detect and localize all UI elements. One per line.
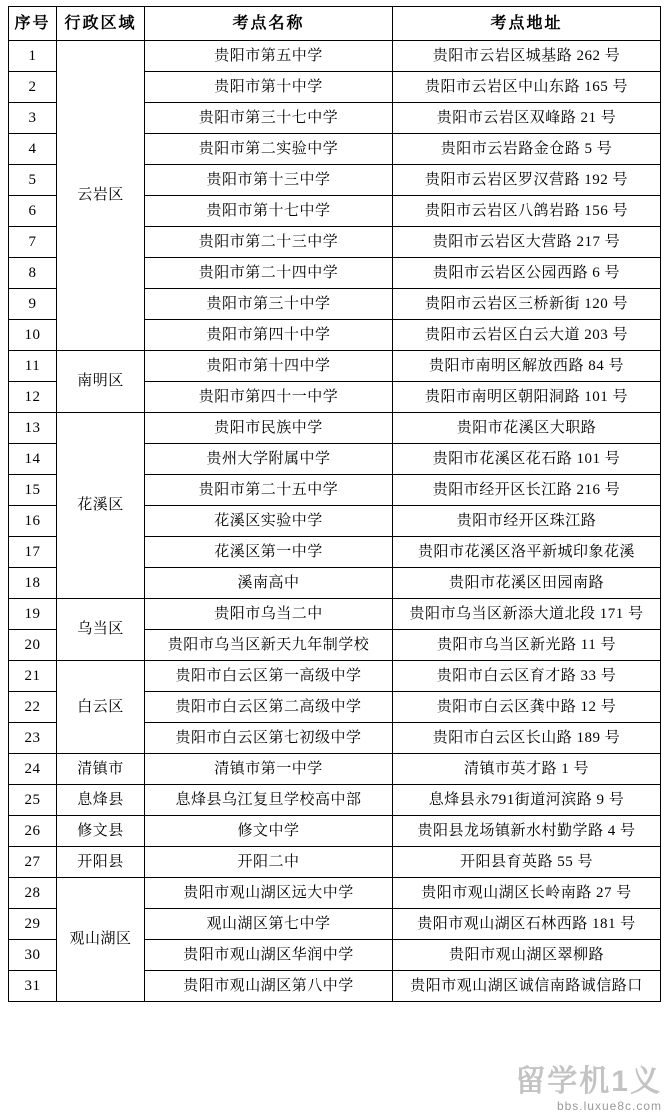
cell-site-name: 溪南高中 bbox=[145, 568, 393, 599]
cell-site-name: 贵阳市观山湖区远大中学 bbox=[145, 878, 393, 909]
table-row bbox=[9, 599, 661, 630]
cell-no: 7 bbox=[9, 227, 57, 258]
cell-no: 22 bbox=[9, 692, 57, 723]
cell-site-address: 贵阳市观山湖区石林西路 181 号 bbox=[393, 909, 661, 940]
cell-no: 12 bbox=[9, 382, 57, 413]
cell-no: 29 bbox=[9, 909, 57, 940]
cell-district: 花溪区 bbox=[57, 413, 145, 599]
cell-site-address: 贵阳市经开区长江路 216 号 bbox=[393, 475, 661, 506]
cell-no: 5 bbox=[9, 165, 57, 196]
cell-no: 30 bbox=[9, 940, 57, 971]
cell-no: 24 bbox=[9, 754, 57, 785]
cell-no: 11 bbox=[9, 351, 57, 382]
table-row bbox=[9, 816, 661, 847]
cell-site-name: 贵阳市乌当二中 bbox=[145, 599, 393, 630]
cell-site-address: 贵阳市云岩区大营路 217 号 bbox=[393, 227, 661, 258]
cell-site-address: 贵阳市花溪区田园南路 bbox=[393, 568, 661, 599]
cell-site-name: 贵阳市白云区第七初级中学 bbox=[145, 723, 393, 754]
cell-site-name: 贵阳市白云区第一高级中学 bbox=[145, 661, 393, 692]
table-row bbox=[9, 754, 661, 785]
column-header-address: 考点地址 bbox=[393, 7, 661, 41]
cell-site-name: 息烽县乌江复旦学校高中部 bbox=[145, 785, 393, 816]
cell-site-address: 贵阳市花溪区大职路 bbox=[393, 413, 661, 444]
cell-no: 6 bbox=[9, 196, 57, 227]
cell-site-address: 贵阳市云岩区三桥新街 120 号 bbox=[393, 289, 661, 320]
cell-site-name: 花溪区第一中学 bbox=[145, 537, 393, 568]
cell-no: 27 bbox=[9, 847, 57, 878]
cell-no: 26 bbox=[9, 816, 57, 847]
cell-site-address: 贵阳市南明区朝阳洞路 101 号 bbox=[393, 382, 661, 413]
table-row bbox=[9, 351, 661, 382]
cell-district: 息烽县 bbox=[57, 785, 145, 816]
table-body bbox=[9, 41, 661, 1002]
cell-site-address: 贵阳市云岩区罗汉营路 192 号 bbox=[393, 165, 661, 196]
cell-site-address: 贵阳市经开区珠江路 bbox=[393, 506, 661, 537]
watermark-sub-text: bbs.luxue8c.com bbox=[556, 1099, 662, 1113]
cell-site-name: 观山湖区第七中学 bbox=[145, 909, 393, 940]
cell-no: 20 bbox=[9, 630, 57, 661]
cell-site-name: 贵阳市第五中学 bbox=[145, 41, 393, 72]
cell-no: 17 bbox=[9, 537, 57, 568]
cell-district: 修文县 bbox=[57, 816, 145, 847]
cell-site-address: 贵阳市云岩区公园西路 6 号 bbox=[393, 258, 661, 289]
cell-no: 23 bbox=[9, 723, 57, 754]
table-header bbox=[9, 7, 661, 41]
cell-site-address: 贵阳市云岩路金仓路 5 号 bbox=[393, 134, 661, 165]
cell-site-address: 清镇市英才路 1 号 bbox=[393, 754, 661, 785]
table-row bbox=[9, 847, 661, 878]
cell-no: 31 bbox=[9, 971, 57, 1002]
cell-site-address: 贵阳市花溪区洛平新城印象花溪 bbox=[393, 537, 661, 568]
cell-district: 观山湖区 bbox=[57, 878, 145, 1002]
cell-site-name: 贵阳市观山湖区华润中学 bbox=[145, 940, 393, 971]
cell-no: 2 bbox=[9, 72, 57, 103]
cell-site-address: 贵阳市乌当区新添大道北段 171 号 bbox=[393, 599, 661, 630]
cell-site-name: 贵阳市观山湖区第八中学 bbox=[145, 971, 393, 1002]
cell-no: 21 bbox=[9, 661, 57, 692]
cell-no: 9 bbox=[9, 289, 57, 320]
cell-no: 8 bbox=[9, 258, 57, 289]
cell-site-name: 贵阳市第十中学 bbox=[145, 72, 393, 103]
cell-no: 19 bbox=[9, 599, 57, 630]
cell-site-name: 贵阳市第二十四中学 bbox=[145, 258, 393, 289]
cell-site-address: 息烽县永791街道河滨路 9 号 bbox=[393, 785, 661, 816]
cell-site-address: 贵阳市南明区解放西路 84 号 bbox=[393, 351, 661, 382]
cell-no: 1 bbox=[9, 41, 57, 72]
cell-site-address: 贵阳市白云区龚中路 12 号 bbox=[393, 692, 661, 723]
watermark bbox=[515, 1067, 662, 1113]
cell-site-address: 贵阳市云岩区城基路 262 号 bbox=[393, 41, 661, 72]
cell-site-address: 贵阳市观山湖区翠柳路 bbox=[393, 940, 661, 971]
cell-site-address: 贵阳市云岩区双峰路 21 号 bbox=[393, 103, 661, 134]
cell-site-name: 贵阳市第十三中学 bbox=[145, 165, 393, 196]
cell-no: 4 bbox=[9, 134, 57, 165]
cell-no: 13 bbox=[9, 413, 57, 444]
cell-site-name: 贵阳市第二十三中学 bbox=[145, 227, 393, 258]
cell-no: 25 bbox=[9, 785, 57, 816]
cell-no: 18 bbox=[9, 568, 57, 599]
cell-no: 16 bbox=[9, 506, 57, 537]
column-header-name: 考点名称 bbox=[145, 7, 393, 41]
cell-site-name: 贵阳市第十四中学 bbox=[145, 351, 393, 382]
cell-site-address: 开阳县育英路 55 号 bbox=[393, 847, 661, 878]
cell-site-name: 贵阳市第四十中学 bbox=[145, 320, 393, 351]
cell-site-name: 清镇市第一中学 bbox=[145, 754, 393, 785]
cell-site-address: 贵阳县龙场镇新水村勤学路 4 号 bbox=[393, 816, 661, 847]
cell-site-name: 贵阳市第三十中学 bbox=[145, 289, 393, 320]
cell-site-address: 贵阳市观山湖区长岭南路 27 号 bbox=[393, 878, 661, 909]
cell-no: 3 bbox=[9, 103, 57, 134]
exam-site-table bbox=[8, 6, 661, 1002]
cell-site-name: 修文中学 bbox=[145, 816, 393, 847]
cell-no: 10 bbox=[9, 320, 57, 351]
cell-site-name: 贵阳市第二实验中学 bbox=[145, 134, 393, 165]
column-header-no: 序号 bbox=[9, 7, 57, 41]
cell-site-address: 贵阳市云岩区中山东路 165 号 bbox=[393, 72, 661, 103]
cell-site-address: 贵阳市白云区长山路 189 号 bbox=[393, 723, 661, 754]
cell-site-name: 贵州大学附属中学 bbox=[145, 444, 393, 475]
table-row bbox=[9, 878, 661, 909]
cell-site-name: 贵阳市第二十五中学 bbox=[145, 475, 393, 506]
cell-site-name: 开阳二中 bbox=[145, 847, 393, 878]
cell-site-name: 贵阳市白云区第二高级中学 bbox=[145, 692, 393, 723]
cell-site-address: 贵阳市花溪区花石路 101 号 bbox=[393, 444, 661, 475]
cell-district: 云岩区 bbox=[57, 41, 145, 351]
table-header-row bbox=[9, 7, 661, 41]
cell-no: 14 bbox=[9, 444, 57, 475]
cell-district: 南明区 bbox=[57, 351, 145, 413]
cell-site-address: 贵阳市观山湖区诚信南路诚信路口 bbox=[393, 971, 661, 1002]
cell-site-address: 贵阳市云岩区白云大道 203 号 bbox=[393, 320, 661, 351]
watermark-main-text: 留学机1义 bbox=[515, 1065, 662, 1098]
cell-no: 15 bbox=[9, 475, 57, 506]
cell-site-name: 花溪区实验中学 bbox=[145, 506, 393, 537]
cell-site-name: 贵阳市第三十七中学 bbox=[145, 103, 393, 134]
cell-site-address: 贵阳市乌当区新光路 11 号 bbox=[393, 630, 661, 661]
cell-no: 28 bbox=[9, 878, 57, 909]
table-row bbox=[9, 785, 661, 816]
cell-site-name: 贵阳市第十七中学 bbox=[145, 196, 393, 227]
cell-site-name: 贵阳市乌当区新天九年制学校 bbox=[145, 630, 393, 661]
table-row bbox=[9, 413, 661, 444]
cell-district: 开阳县 bbox=[57, 847, 145, 878]
cell-site-address: 贵阳市白云区育才路 33 号 bbox=[393, 661, 661, 692]
cell-site-name: 贵阳市第四十一中学 bbox=[145, 382, 393, 413]
column-header-district: 行政区域 bbox=[57, 7, 145, 41]
table-row bbox=[9, 41, 661, 72]
cell-district: 乌当区 bbox=[57, 599, 145, 661]
cell-site-name: 贵阳市民族中学 bbox=[145, 413, 393, 444]
cell-district: 白云区 bbox=[57, 661, 145, 754]
table-row bbox=[9, 661, 661, 692]
cell-district: 清镇市 bbox=[57, 754, 145, 785]
cell-site-address: 贵阳市云岩区八鸽岩路 156 号 bbox=[393, 196, 661, 227]
